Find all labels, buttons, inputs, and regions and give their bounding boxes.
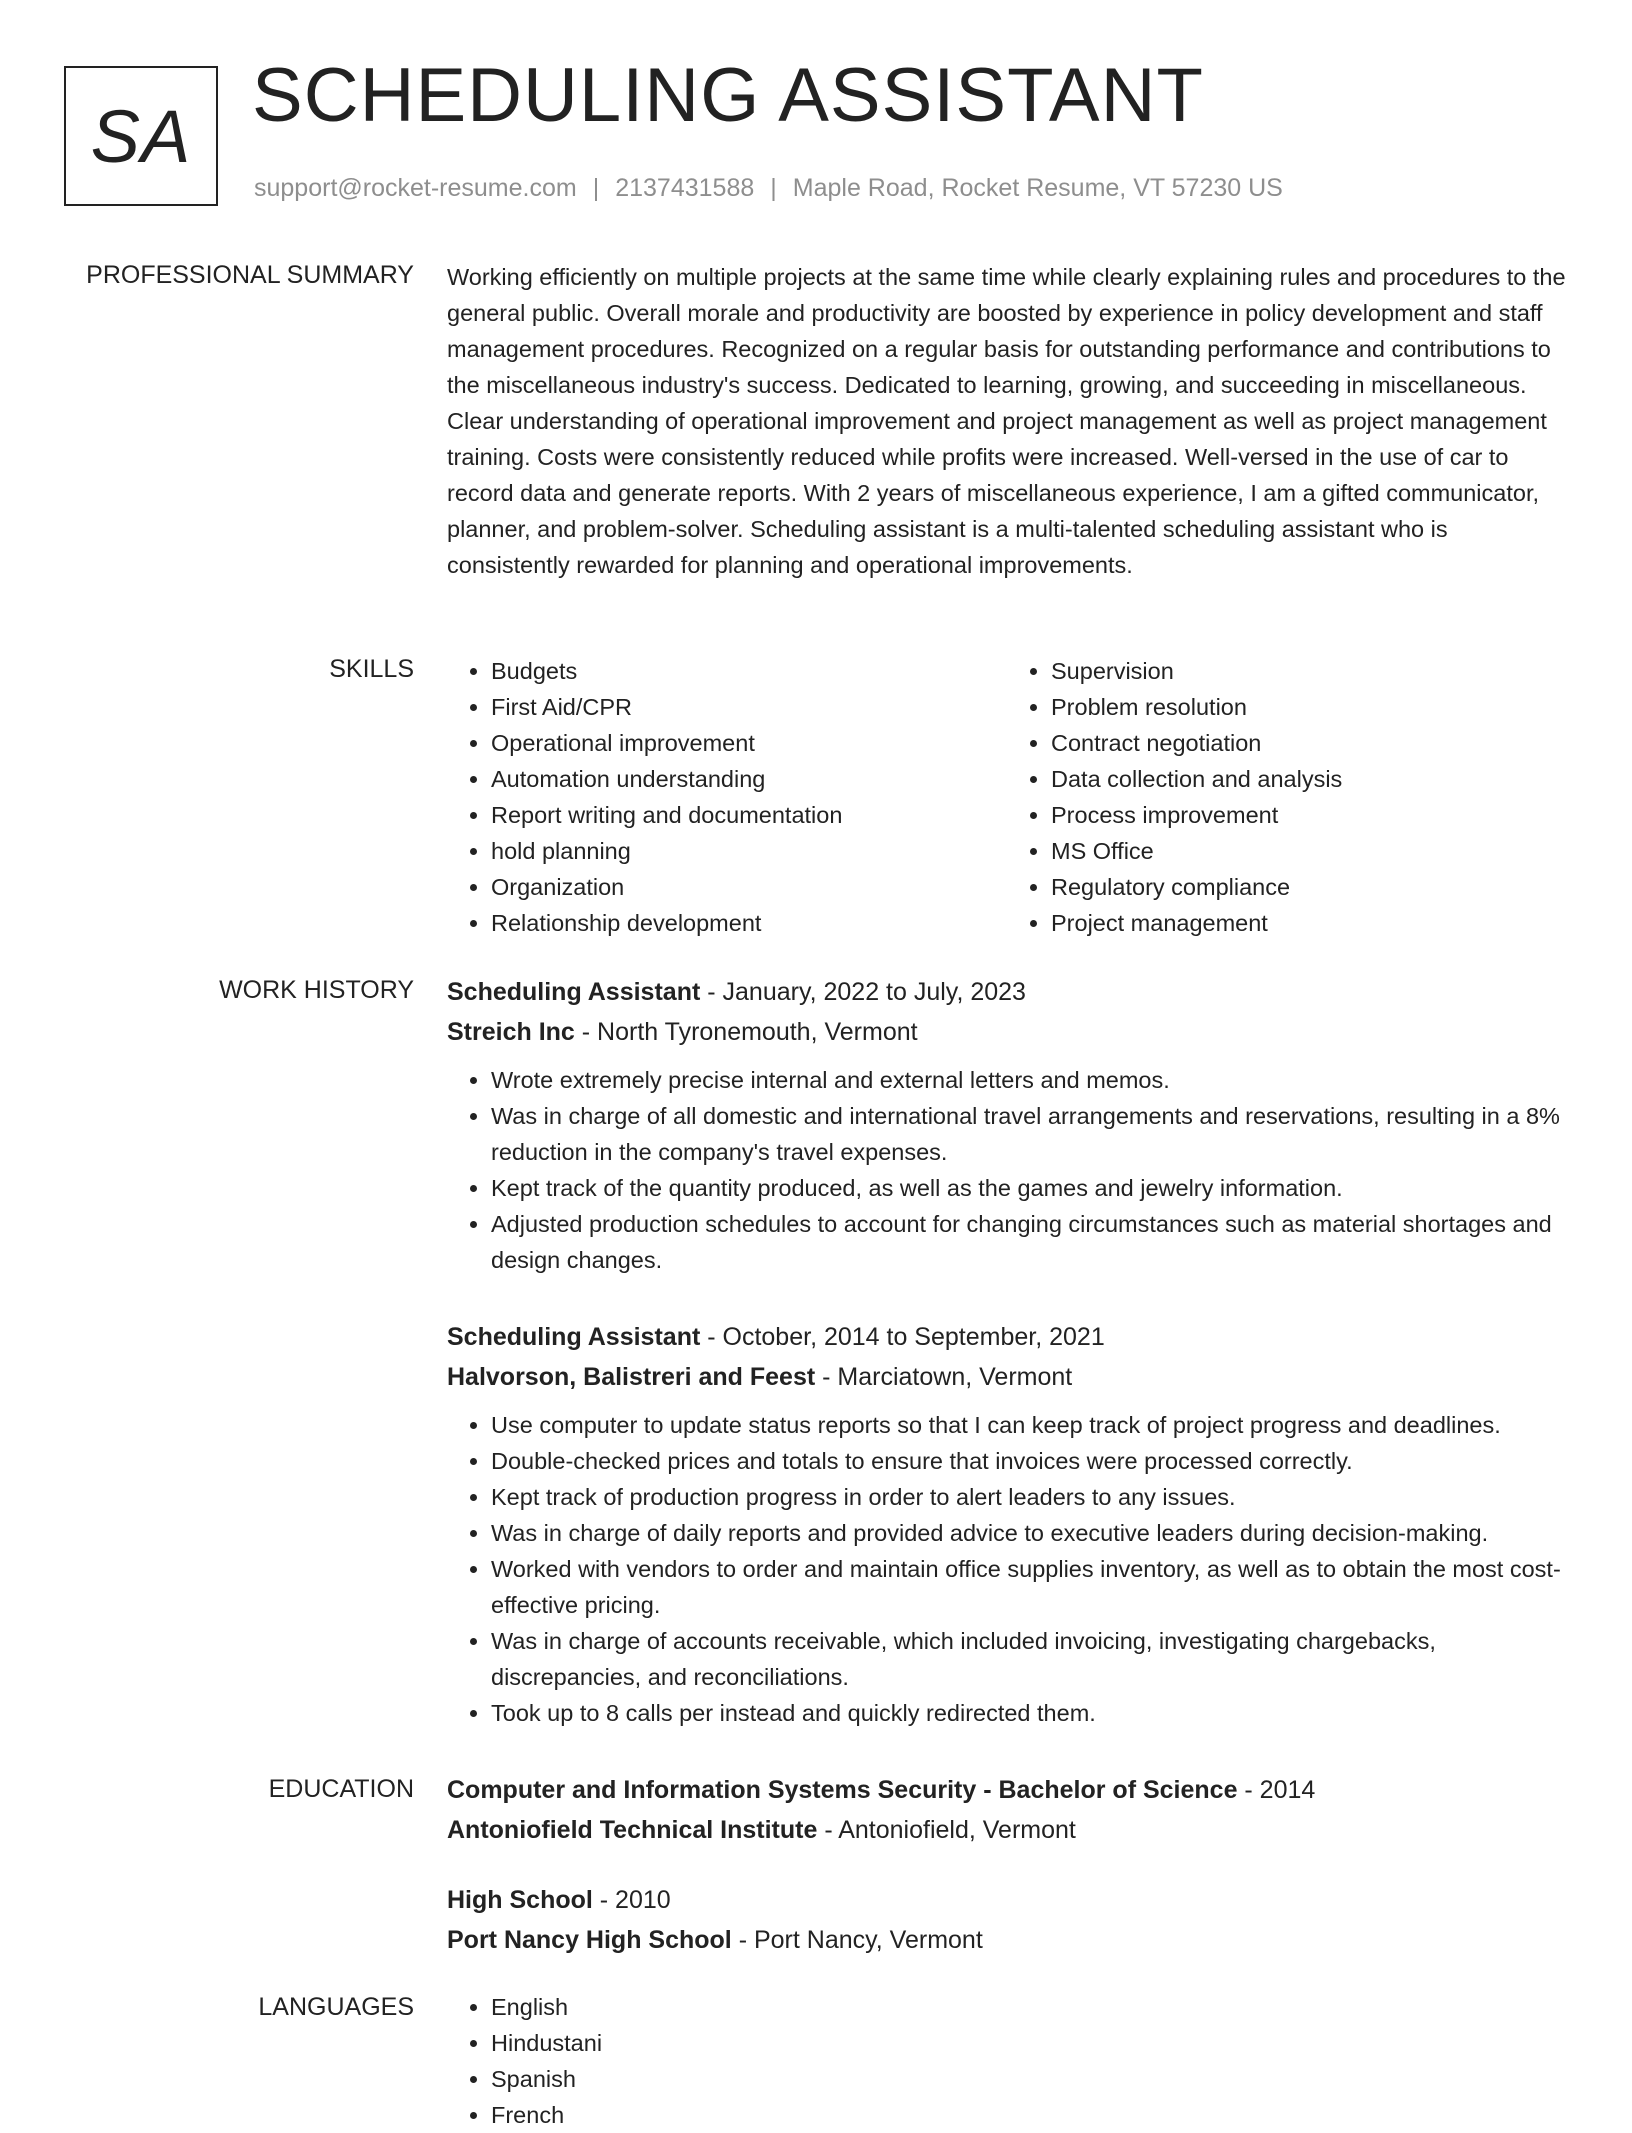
skill-item: • Relationship development bbox=[491, 905, 1007, 941]
job-bullet: • Was in charge of daily reports and provided advice to executive leaders during decision-making. bbox=[491, 1515, 1567, 1551]
contact-line bbox=[254, 174, 1283, 203]
skill-item: • First Aid/CPR bbox=[491, 689, 1007, 725]
job-bullet: • Use computer to update status reports so that I can keep track of project progress and deadlines. bbox=[491, 1407, 1567, 1443]
section-languages bbox=[447, 1989, 1567, 2133]
skill-item: • Process improvement bbox=[1051, 797, 1567, 833]
skill-item: • Regulatory compliance bbox=[1051, 869, 1567, 905]
skills-list-left bbox=[447, 653, 1007, 941]
language-item: • Spanish bbox=[491, 2061, 1567, 2097]
contact-phone[interactable]: 2137431588 bbox=[615, 174, 755, 202]
job-company: Halvorson, Balistreri and Feest bbox=[447, 1363, 816, 1391]
job-title-line bbox=[447, 972, 1567, 1012]
education-school-line bbox=[447, 1810, 1567, 1850]
job-location: - Marciatown, Vermont bbox=[815, 1363, 1073, 1391]
skill-item: • Contract negotiation bbox=[1051, 725, 1567, 761]
job-bullet: • Took up to 8 calls per instead and quickly redirected them. bbox=[491, 1695, 1567, 1731]
section-label-summary: PROFESSIONAL SUMMARY bbox=[86, 261, 414, 289]
job-dates: - October, 2014 to September, 2021 bbox=[700, 1323, 1105, 1351]
section-skills bbox=[447, 653, 1567, 941]
section-label-education: EDUCATION bbox=[268, 1775, 414, 1803]
language-item: • French bbox=[491, 2097, 1567, 2133]
job-title: Scheduling Assistant bbox=[447, 978, 701, 1006]
education-degree: Computer and Information Systems Security - Bachelor of Science bbox=[447, 1776, 1238, 1804]
skills-list-right bbox=[1007, 653, 1567, 941]
skill-item: • Automation understanding bbox=[491, 761, 1007, 797]
contact-separator: | bbox=[592, 174, 600, 202]
education-entry bbox=[447, 1880, 1567, 1960]
education-degree-line bbox=[447, 1770, 1567, 1810]
job-bullets bbox=[447, 1062, 1567, 1278]
skill-item: • Problem resolution bbox=[1051, 689, 1567, 725]
section-label-skills: SKILLS bbox=[329, 655, 414, 683]
job-entry bbox=[447, 972, 1567, 1278]
contact-separator: | bbox=[770, 174, 777, 202]
education-entry bbox=[447, 1770, 1567, 1850]
language-item: • English bbox=[491, 1989, 1567, 2025]
job-bullet: • Double-checked prices and totals to ensure that invoices were processed correctly. bbox=[491, 1443, 1567, 1479]
monogram-box bbox=[64, 66, 218, 206]
education-location: - Antoniofield, Vermont bbox=[817, 1816, 1076, 1844]
job-bullets bbox=[447, 1407, 1567, 1731]
language-item: • Hindustani bbox=[491, 2025, 1567, 2061]
contact-address: Maple Road, Rocket Resume, VT 57230 US bbox=[792, 174, 1283, 202]
summary-text: Working efficiently on multiple projects at the same time while clearly explaining rules and procedures to the general public. Overall morale and productivity are boosted by experience in policy development and staff management procedures. Recognized on a regular basis for outstanding performance and contributions to the miscellaneous industry's success. Dedicated to learning, growing, and succeeding in miscellaneous. Clear understanding of operational improvement and project management as well as project management training. Costs were consistently reduced while profits were increased. Well-versed in the use of car to record data and generate reports. With 2 years of miscellaneous experience, I am a gifted communicator, planner, and problem-solver. Scheduling assistant is a multi-talented scheduling assistant who is consistently rewarded for planning and operational improvements. bbox=[447, 264, 1566, 578]
monogram-initials: SA bbox=[90, 94, 192, 178]
skill-item: • Supervision bbox=[1051, 653, 1567, 689]
job-entry bbox=[447, 1317, 1567, 1731]
contact-email[interactable]: support@rocket-resume.com bbox=[254, 174, 577, 202]
job-dates: - January, 2022 to July, 2023 bbox=[700, 978, 1026, 1006]
skill-item: • Operational improvement bbox=[491, 725, 1007, 761]
job-bullet: • Worked with vendors to order and maintain office supplies inventory, as well as to obtain the most cost-effective pricing. bbox=[491, 1551, 1567, 1623]
job-location: - North Tyronemouth, Vermont bbox=[574, 1018, 918, 1046]
job-bullet: • Was in charge of all domestic and international travel arrangements and reservations, resulting in a 8% reduction in the company's travel expenses. bbox=[491, 1098, 1567, 1170]
education-degree: High School bbox=[447, 1886, 593, 1914]
education-year: - 2014 bbox=[1237, 1776, 1316, 1804]
education-location: - Port Nancy, Vermont bbox=[731, 1926, 983, 1954]
skill-item: • hold planning bbox=[491, 833, 1007, 869]
languages-list bbox=[447, 1989, 1567, 2133]
resume-title: SCHEDULING ASSISTANT bbox=[252, 53, 1204, 138]
job-company: Streich Inc bbox=[447, 1018, 575, 1046]
job-company-line bbox=[447, 1012, 1567, 1052]
education-year: - 2010 bbox=[592, 1886, 671, 1914]
education-school: Antoniofield Technical Institute bbox=[447, 1816, 818, 1844]
section-summary bbox=[447, 259, 1567, 583]
skill-item: • Report writing and documentation bbox=[491, 797, 1007, 833]
education-school: Port Nancy High School bbox=[447, 1926, 732, 1954]
section-label-work: WORK HISTORY bbox=[219, 976, 414, 1004]
skill-item: • Budgets bbox=[491, 653, 1007, 689]
job-bullet: • Was in charge of accounts receivable, which included invoicing, investigating chargebacks, discrepancies, and reconciliations. bbox=[491, 1623, 1567, 1695]
job-company-line bbox=[447, 1357, 1567, 1397]
job-title: Scheduling Assistant bbox=[447, 1323, 701, 1351]
skill-item: • Data collection and analysis bbox=[1051, 761, 1567, 797]
education-school-line bbox=[447, 1920, 1567, 1960]
job-bullet: • Adjusted production schedules to account for changing circumstances such as material shortages and design changes. bbox=[491, 1206, 1567, 1278]
job-bullet: • Kept track of the quantity produced, as well as the games and jewelry information. bbox=[491, 1170, 1567, 1206]
section-label-languages: LANGUAGES bbox=[258, 1993, 414, 2021]
skill-item: • MS Office bbox=[1051, 833, 1567, 869]
job-bullet: • Kept track of production progress in order to alert leaders to any issues. bbox=[491, 1479, 1567, 1515]
skill-item: • Organization bbox=[491, 869, 1007, 905]
job-bullet: • Wrote extremely precise internal and external letters and memos. bbox=[491, 1062, 1567, 1098]
job-title-line bbox=[447, 1317, 1567, 1357]
education-degree-line bbox=[447, 1880, 1567, 1920]
skill-item: • Project management bbox=[1051, 905, 1567, 941]
